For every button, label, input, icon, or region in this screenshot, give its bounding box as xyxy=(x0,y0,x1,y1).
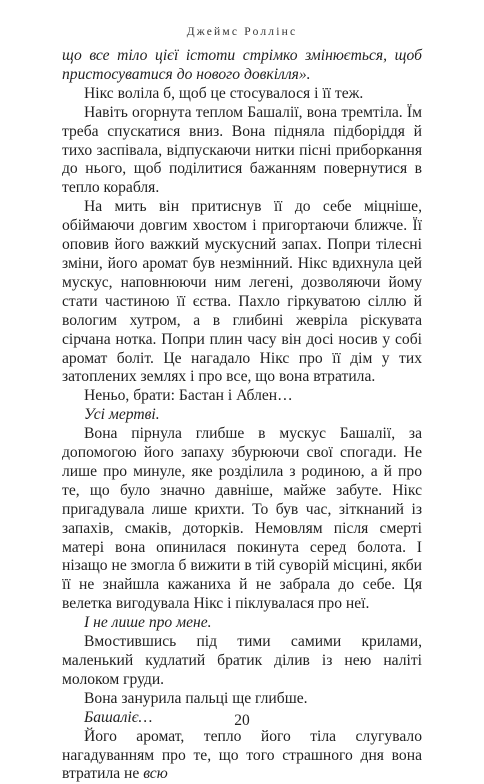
paragraph: Вона занурила пальці ще глибше. xyxy=(84,689,308,707)
paragraph: На мить він притиснув її до себе міцніше, обіймаючи довгим хвостом і пригортаючи ближче. Її оповив його важкий мускусний запах. Попри тілесні зміни, його аромат був незмінний. Нікс вдихнула цей мускус, наповнюючи ним легені, дозволяючи йому стати частиною її єства. Пахло гіркуватою сіллю й вологим хутром, а в глибині жевріла ріскувата сірчана нотка. Попри плин часу він досі носив у собі аромат боліт. Це нагадало Нікс про її дім у тих затоплених землях і про все, що вона втратила. xyxy=(62,198,422,386)
body-text xyxy=(62,47,422,784)
paragraph-continued: що все тіло цієї істоти стрімко змінюється, щоб пристосуватися до нового довкілля». xyxy=(62,47,422,83)
running-header: Джеймс Роллінс xyxy=(186,26,298,38)
paragraph: Вона пірнула глибше в мускус Башалії, за допомогою його запаху збурюючи свої спогади. Не лише про минуле, яке розділила з родиною, а й про те, що було значно давніше, майже забуте. Нікс пригадувала лише крихти. То був час, зіткнаний із запахів, смаків, доторків. Немовлям після смерті матері вона опинилася покинута серед болота. І нізащо не змогла б вижити в тій суворій місцині, якби її не знайшла кажаниха й не забрала до себе. Ця велетка вигодувала Нікс і піклувалася про неї. xyxy=(62,425,422,613)
paragraph: Нікс воліла б, щоб це стосувалося і її теж. xyxy=(84,84,364,102)
paragraph-italic: І не лише про мене. xyxy=(84,614,212,632)
paragraph: Навіть огорнута теплом Башалії, вона тремтіла. Їм треба спускатися вниз. Вона підняла підборіддя й тихо заспівала, відпускаючи нитки пісні приборкання до нього, щоб поділитися бажанням повернутися в тепло корабля. xyxy=(62,103,422,197)
paragraph-italic: Усі мертві. xyxy=(84,406,160,424)
paragraph-italic: Башаліє… xyxy=(84,708,153,726)
italic-word: всю xyxy=(143,765,168,783)
paragraph: Вмостившись під тими самими крилами, маленький кудлатий братик ділив із нею наліті молоком груди. xyxy=(62,633,422,688)
page-number: 20 xyxy=(234,712,250,729)
paragraph-text: Його аромат, тепло його тіла слугувало нагадуванням про те, що того страшного дня вона втратила не xyxy=(62,727,422,783)
paragraph: Неньо, брати: Бастан і Аблен… xyxy=(84,387,293,405)
